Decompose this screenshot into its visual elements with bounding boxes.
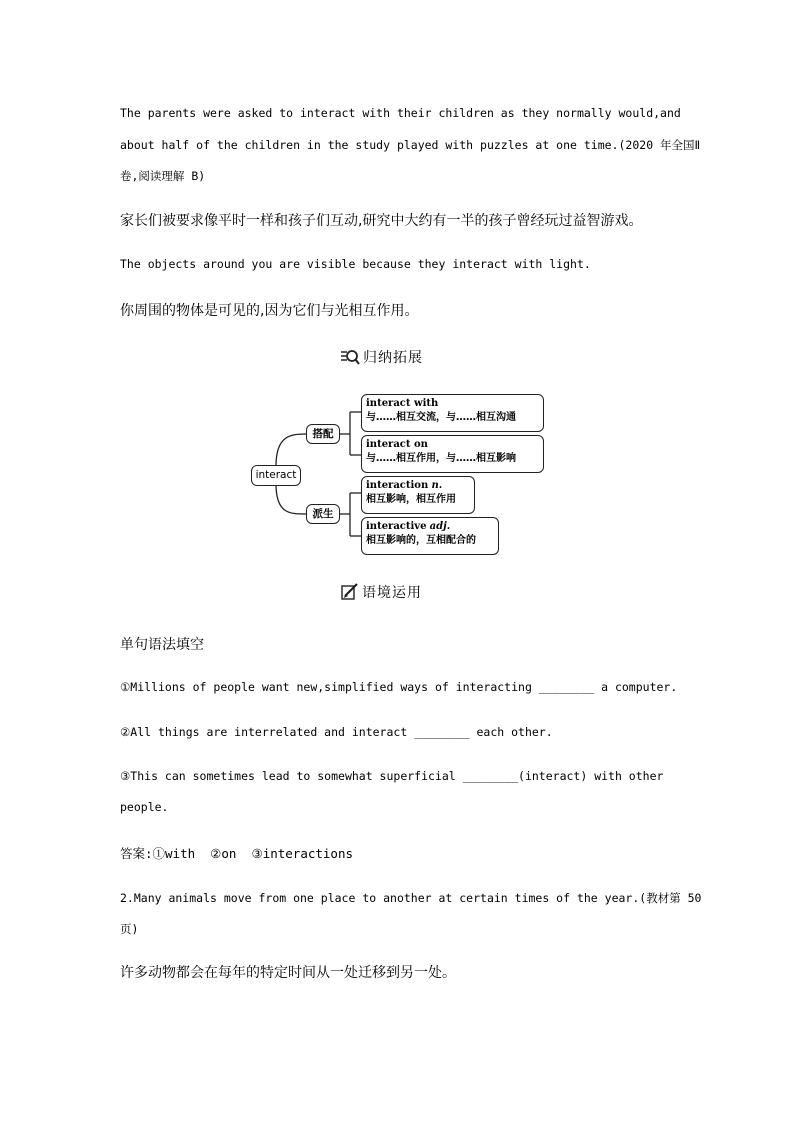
mindmap-item-interact-on	[361, 435, 544, 473]
item2-english-line2: 页)	[120, 922, 139, 936]
item2-english-line1: 2.Many animals move from one place to another at certain times of the year.(教材第 50	[120, 891, 702, 905]
item-meaning: 相互影响，相互作用	[366, 494, 456, 505]
summary-heading-label: 归纳拓展	[363, 350, 423, 366]
item-pos: adj.	[429, 521, 451, 532]
exercise-question-3-line1: ③This can sometimes lead to somewhat superficial ________(interact) with other	[120, 769, 664, 783]
exercise-question-3-line2: people.	[120, 800, 169, 814]
example2-chinese: 你周围的物体是可见的,因为它们与光相互作用。	[120, 303, 419, 319]
usage-heading-label: 语境运用	[362, 585, 422, 601]
example2-english: The objects around you are visible because they interact with light.	[120, 257, 591, 271]
exercise-question-1: ①Millions of people want new,simplified ways of interacting ________ a computer.	[120, 680, 678, 694]
example1-chinese: 家长们被要求像平时一样和孩子们互动,研究中大约有一半的孩子曾经玩过益智游戏。	[120, 213, 643, 229]
example1-english-line3: 卷,阅读理解 B)	[120, 169, 206, 183]
item-meaning: 相互影响的，互相配合的	[366, 535, 476, 546]
example1-english-line2: about half of the children in the study played with puzzles at one time.(2020 年全国Ⅱ	[120, 138, 701, 152]
exercise-title: 单句语法填空	[120, 637, 204, 653]
exercise-question-2: ②All things are interrelated and interact ________ each other.	[120, 725, 553, 739]
mindmap-item-interactive	[361, 517, 499, 555]
item-pos: n.	[431, 480, 443, 491]
item-word: interaction	[366, 480, 429, 491]
usage-heading	[341, 582, 422, 602]
mindmap-branch-collocation: 搭配	[306, 424, 340, 444]
mindmap-item-interaction	[361, 476, 475, 514]
item-word: interact with	[366, 398, 439, 409]
item2-chinese: 许多动物都会在每年的特定时间从一处迁移到另一处。	[120, 965, 456, 981]
item-word: interact on	[366, 439, 428, 450]
item-word: interactive	[366, 521, 427, 532]
mindmap-root: interact	[251, 465, 301, 486]
mindmap-item-interact-with	[361, 394, 544, 432]
mindmap-branch-derivation: 派生	[306, 504, 340, 524]
exercise-answer: 答案:①with ②on ③interactions	[120, 846, 354, 861]
example1-english-line1: The parents were asked to interact with their children as they normally would,and	[120, 106, 681, 120]
item-meaning: 与……相互作用，与……相互影响	[366, 453, 516, 464]
item-meaning: 与……相互交流，与……相互沟通	[366, 412, 516, 423]
pencil-icon	[341, 583, 359, 601]
